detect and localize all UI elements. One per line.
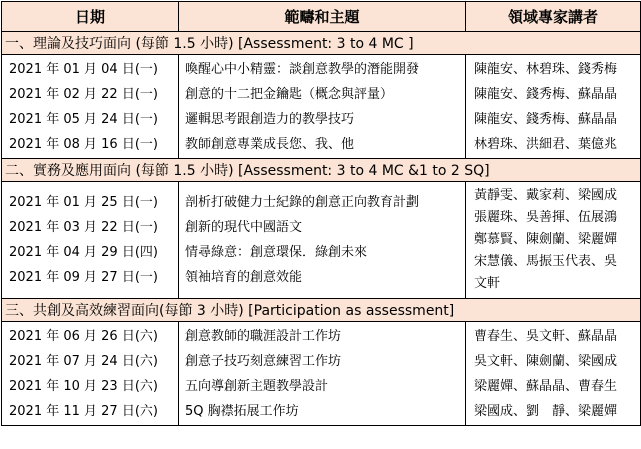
expert-cell: 吳文軒、陳劍蘭、梁國成	[474, 353, 618, 369]
topic-cell: 創新的現代中國語文	[185, 220, 303, 235]
topic-cell: 創意的十二把金鑰匙（概念與評量）	[185, 86, 394, 102]
section-2-title: 二、實務及應用面向 (每節 1.5 小時) [Assessment: 3 to 4 MC &1 to 2 SQ]	[2, 159, 641, 182]
section-3-topics	[179, 322, 466, 426]
topic-cell: 五向導創新主題教學設計	[185, 378, 329, 394]
section-3-title: 三、共創及高效練習面向(每節 3 小時) [Participation as assessment]	[2, 299, 641, 322]
section-2-topics	[179, 182, 466, 299]
topic-cell: 領袖培育的創意效能	[185, 270, 303, 285]
section-1-dates	[2, 55, 179, 159]
header-date: 日期	[2, 2, 179, 32]
expert-cell: 張麗珠、吳善揮、伍展鴻	[474, 210, 618, 225]
section-3-body-row	[2, 322, 641, 426]
header-experts: 領域專家講者	[466, 2, 641, 32]
topic-cell: 情尋綠意：創意環保．綠創未來	[185, 245, 368, 260]
section-2-experts	[466, 182, 641, 299]
expert-cell: 陳龍安、林碧珠、錢秀梅	[474, 61, 618, 77]
expert-cell: 林碧珠、洪細君、葉億兆	[474, 136, 618, 152]
date-cell: 2021 年 05 月 24 日(一)	[9, 111, 158, 127]
expert-cell: 黃靜雯、戴家莉、梁國成	[474, 188, 618, 203]
topic-cell: 喚醒心中小精靈：談創意教學的潛能開發	[185, 61, 420, 77]
expert-cell: 陳龍安、錢秀梅、蘇晶晶	[474, 111, 618, 127]
topic-cell: 5Q 胸襟拓展工作坊	[185, 403, 299, 419]
date-cell: 2021 年 04 月 29 日(四)	[9, 245, 158, 260]
expert-cell: 梁國成、劉 靜、梁麗嬋	[474, 403, 618, 419]
topic-cell: 創意子技巧刻意練習工作坊	[185, 353, 342, 369]
date-cell: 2021 年 01 月 25 日(一)	[9, 195, 158, 210]
date-cell: 2021 年 10 月 23 日(六)	[9, 378, 158, 394]
expert-cell: 宋慧儀、馬振玉代表、吳	[474, 254, 618, 269]
section-1-body-row	[2, 55, 641, 159]
expert-cell: 文軒	[474, 276, 501, 291]
date-cell: 2021 年 01 月 04 日(一)	[9, 61, 158, 77]
date-cell: 2021 年 08 月 16 日(一)	[9, 136, 158, 152]
expert-cell: 曹春生、吳文軒、蘇晶晶	[474, 328, 618, 344]
header-row	[2, 2, 641, 32]
topic-cell: 剖析打破健力士紀錄的創意正向教育計劃	[185, 195, 420, 210]
date-cell: 2021 年 07 月 24 日(六)	[9, 353, 158, 369]
section-1-title-row	[2, 32, 641, 55]
topic-cell: 邏輯思考跟創造力的教學技巧	[185, 111, 355, 127]
section-3-experts	[466, 322, 641, 426]
section-1-topics	[179, 55, 466, 159]
header-topic: 範疇和主題	[179, 2, 466, 32]
expert-cell: 鄭慕賢、陳劍蘭、梁麗嬋	[474, 232, 618, 247]
date-cell: 2021 年 11 月 27 日(六)	[9, 403, 158, 419]
date-cell: 2021 年 03 月 22 日(一)	[9, 220, 158, 235]
expert-cell: 梁麗嬋、蘇晶晶、曹春生	[474, 378, 618, 394]
expert-cell: 陳龍安、錢秀梅、蘇晶晶	[474, 86, 618, 102]
topic-cell: 教師創意專業成長您、我、他	[185, 136, 355, 152]
date-cell: 2021 年 06 月 26 日(六)	[9, 328, 158, 344]
section-3-dates	[2, 322, 179, 426]
date-cell: 2021 年 09 月 27 日(一)	[9, 270, 158, 285]
schedule-table	[1, 1, 641, 426]
section-2-title-row	[2, 159, 641, 182]
section-3-title-row	[2, 299, 641, 322]
section-1-experts	[466, 55, 641, 159]
date-cell: 2021 年 02 月 22 日(一)	[9, 86, 158, 102]
section-1-title: 一、理論及技巧面向 (每節 1.5 小時) [Assessment: 3 to 4 MC ]	[2, 32, 641, 55]
topic-cell: 創意教師的職涯設計工作坊	[185, 328, 342, 344]
section-2-dates	[2, 182, 179, 299]
section-2-body-row	[2, 182, 641, 299]
